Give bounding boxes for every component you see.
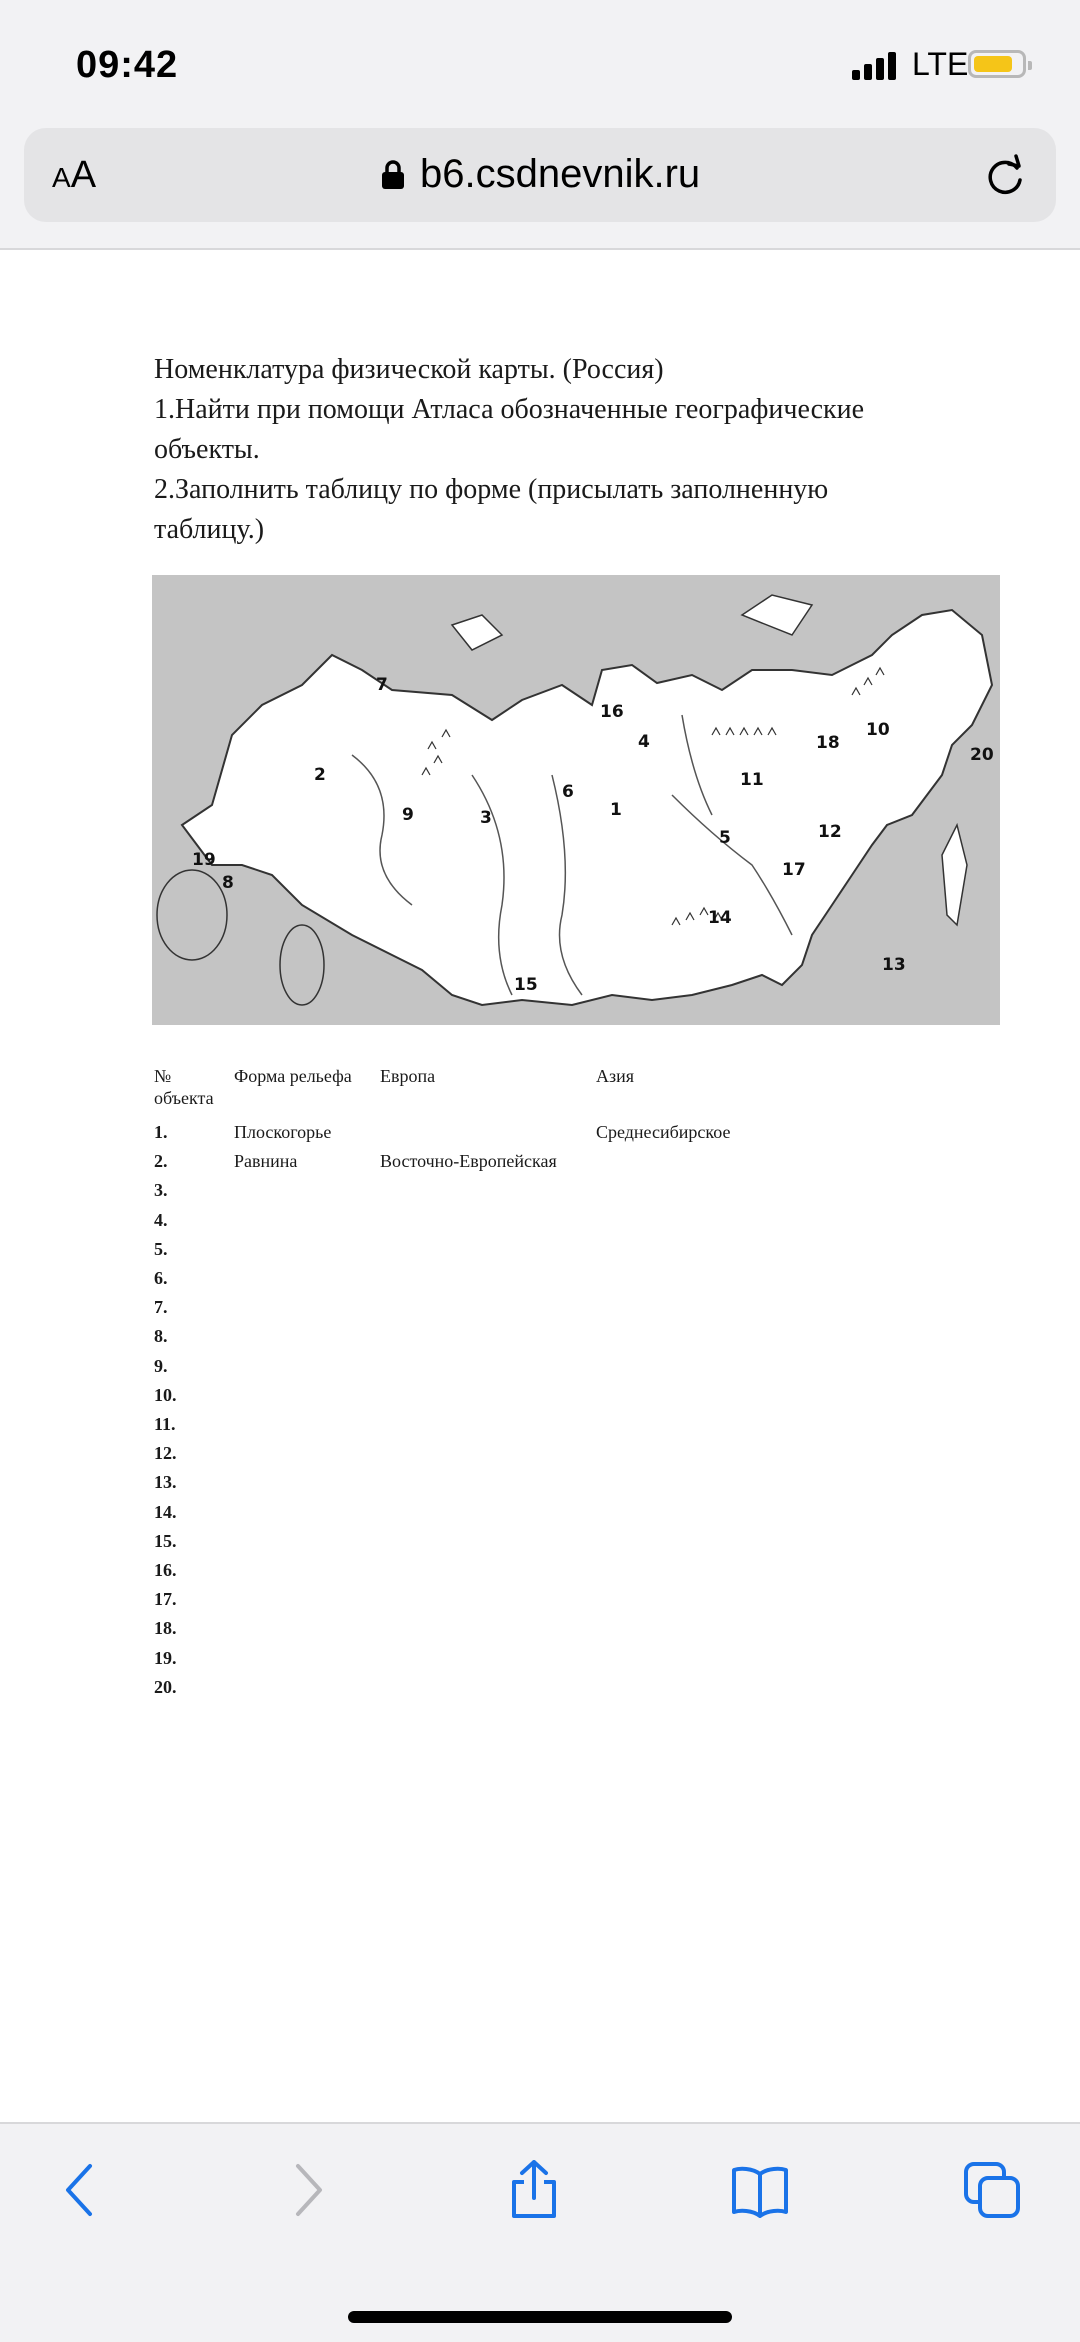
map-label-15: 15 bbox=[514, 975, 538, 995]
browser-toolbar bbox=[0, 120, 1080, 250]
map-label-16: 16 bbox=[600, 702, 624, 722]
caspian-sea-shape bbox=[280, 925, 324, 1005]
row-number: 10. bbox=[154, 1384, 177, 1405]
row-number: 17. bbox=[154, 1589, 177, 1610]
map-label-14: 14 bbox=[708, 908, 732, 928]
chevron-left-icon[interactable] bbox=[50, 2160, 110, 2220]
row-number: 2. bbox=[154, 1151, 168, 1172]
map-label-5: 5 bbox=[719, 828, 731, 848]
row-asia: Среднесибирское bbox=[596, 1122, 731, 1142]
row-number: 11. bbox=[154, 1414, 176, 1434]
table-row bbox=[154, 1560, 854, 1588]
row-number: 19. bbox=[154, 1647, 177, 1668]
share-icon[interactable] bbox=[504, 2160, 564, 2220]
table-row bbox=[154, 1531, 854, 1559]
map-label-18: 18 bbox=[816, 733, 840, 753]
map-label-1: 1 bbox=[610, 800, 622, 820]
book-icon[interactable] bbox=[730, 2160, 790, 2220]
row-number: 6. bbox=[154, 1268, 168, 1288]
map-label-19: 19 bbox=[192, 850, 216, 870]
row-landform: Плоскогорье bbox=[234, 1122, 332, 1142]
signal-icon bbox=[852, 50, 908, 80]
chevron-right-icon[interactable] bbox=[278, 2160, 338, 2220]
map-label-6: 6 bbox=[562, 782, 574, 802]
header-europe: Европа bbox=[380, 1066, 436, 1086]
map-label-11: 11 bbox=[740, 770, 764, 790]
bottom-toolbar bbox=[0, 2122, 1080, 2342]
header-landform: Форма рельефа bbox=[234, 1066, 352, 1086]
table-row bbox=[154, 1472, 854, 1500]
row-number: 4. bbox=[154, 1209, 168, 1230]
table-row bbox=[154, 1239, 854, 1267]
document-text bbox=[154, 350, 1004, 550]
row-number: 9. bbox=[154, 1355, 168, 1376]
row-number: 14. bbox=[154, 1501, 177, 1522]
row-number: 13. bbox=[154, 1472, 177, 1493]
table-row bbox=[154, 1385, 854, 1413]
map-label-12: 12 bbox=[818, 822, 842, 842]
battery-icon bbox=[968, 50, 1026, 78]
row-number: 12. bbox=[154, 1443, 177, 1464]
doc-task-1: 1.Найти при помощи Атласа обозначенные географические bbox=[154, 394, 865, 425]
doc-task-1-cont: объекты. bbox=[154, 434, 260, 465]
tabs-icon[interactable] bbox=[962, 2160, 1022, 2220]
map-label-7: 7 bbox=[376, 675, 388, 695]
doc-task-2: 2.Заполнить таблицу по форме (присылать заполненную bbox=[154, 474, 829, 505]
table-row bbox=[154, 1122, 854, 1150]
map-label-4: 4 bbox=[638, 732, 650, 752]
header-asia: Азия bbox=[596, 1066, 635, 1086]
row-number: 16. bbox=[154, 1560, 177, 1580]
table-row bbox=[154, 1502, 854, 1530]
russia-physical-map bbox=[152, 575, 1000, 1025]
table-row bbox=[154, 1180, 854, 1208]
row-number: 7. bbox=[154, 1297, 168, 1318]
map-label-8: 8 bbox=[222, 873, 234, 893]
row-number: 8. bbox=[154, 1326, 168, 1347]
home-indicator bbox=[348, 2311, 732, 2323]
url-display[interactable] bbox=[380, 152, 700, 197]
row-number: 20. bbox=[154, 1676, 177, 1697]
map-label-10: 10 bbox=[866, 720, 890, 740]
map-label-17: 17 bbox=[782, 860, 806, 880]
lock-icon bbox=[380, 159, 406, 191]
row-number: 18. bbox=[154, 1618, 177, 1639]
table-row bbox=[154, 1677, 854, 1705]
map-label-20: 20 bbox=[970, 745, 994, 765]
row-europe: Восточно-Европейская bbox=[380, 1151, 557, 1172]
table-row bbox=[154, 1356, 854, 1384]
table-row bbox=[154, 1618, 854, 1646]
doc-task-2-cont: таблицу.) bbox=[154, 514, 265, 545]
table-row bbox=[154, 1648, 854, 1676]
map-label-3: 3 bbox=[480, 808, 492, 828]
row-number: 3. bbox=[154, 1180, 168, 1201]
table-row bbox=[154, 1414, 854, 1442]
row-number: 15. bbox=[154, 1530, 177, 1551]
sea-shape bbox=[157, 870, 227, 960]
table-row bbox=[154, 1443, 854, 1471]
map-label-13: 13 bbox=[882, 955, 906, 975]
row-landform: Равнина bbox=[234, 1151, 298, 1172]
header-number-2: объекта bbox=[154, 1088, 214, 1108]
table-row bbox=[154, 1151, 854, 1179]
status-bar bbox=[0, 0, 1080, 120]
table-row bbox=[154, 1589, 854, 1617]
address-bar[interactable] bbox=[24, 128, 1056, 222]
table-row bbox=[154, 1326, 854, 1354]
map-label-2: 2 bbox=[314, 765, 326, 785]
table-row bbox=[154, 1268, 854, 1296]
doc-title: Номенклатура физической карты. (Россия) bbox=[154, 354, 664, 385]
table-row bbox=[154, 1210, 854, 1238]
row-number: 5. bbox=[154, 1238, 168, 1259]
table-row bbox=[154, 1297, 854, 1325]
header-number: № bbox=[154, 1066, 172, 1086]
text-size-button[interactable]: AA bbox=[52, 154, 97, 196]
status-time: 09:42 bbox=[76, 44, 179, 86]
reload-icon[interactable] bbox=[982, 152, 1028, 198]
row-number: 1. bbox=[154, 1122, 168, 1142]
url-text: b6.csdnevnik.ru bbox=[420, 152, 701, 196]
map-label-9: 9 bbox=[402, 805, 414, 825]
network-type: LTE bbox=[912, 46, 969, 82]
